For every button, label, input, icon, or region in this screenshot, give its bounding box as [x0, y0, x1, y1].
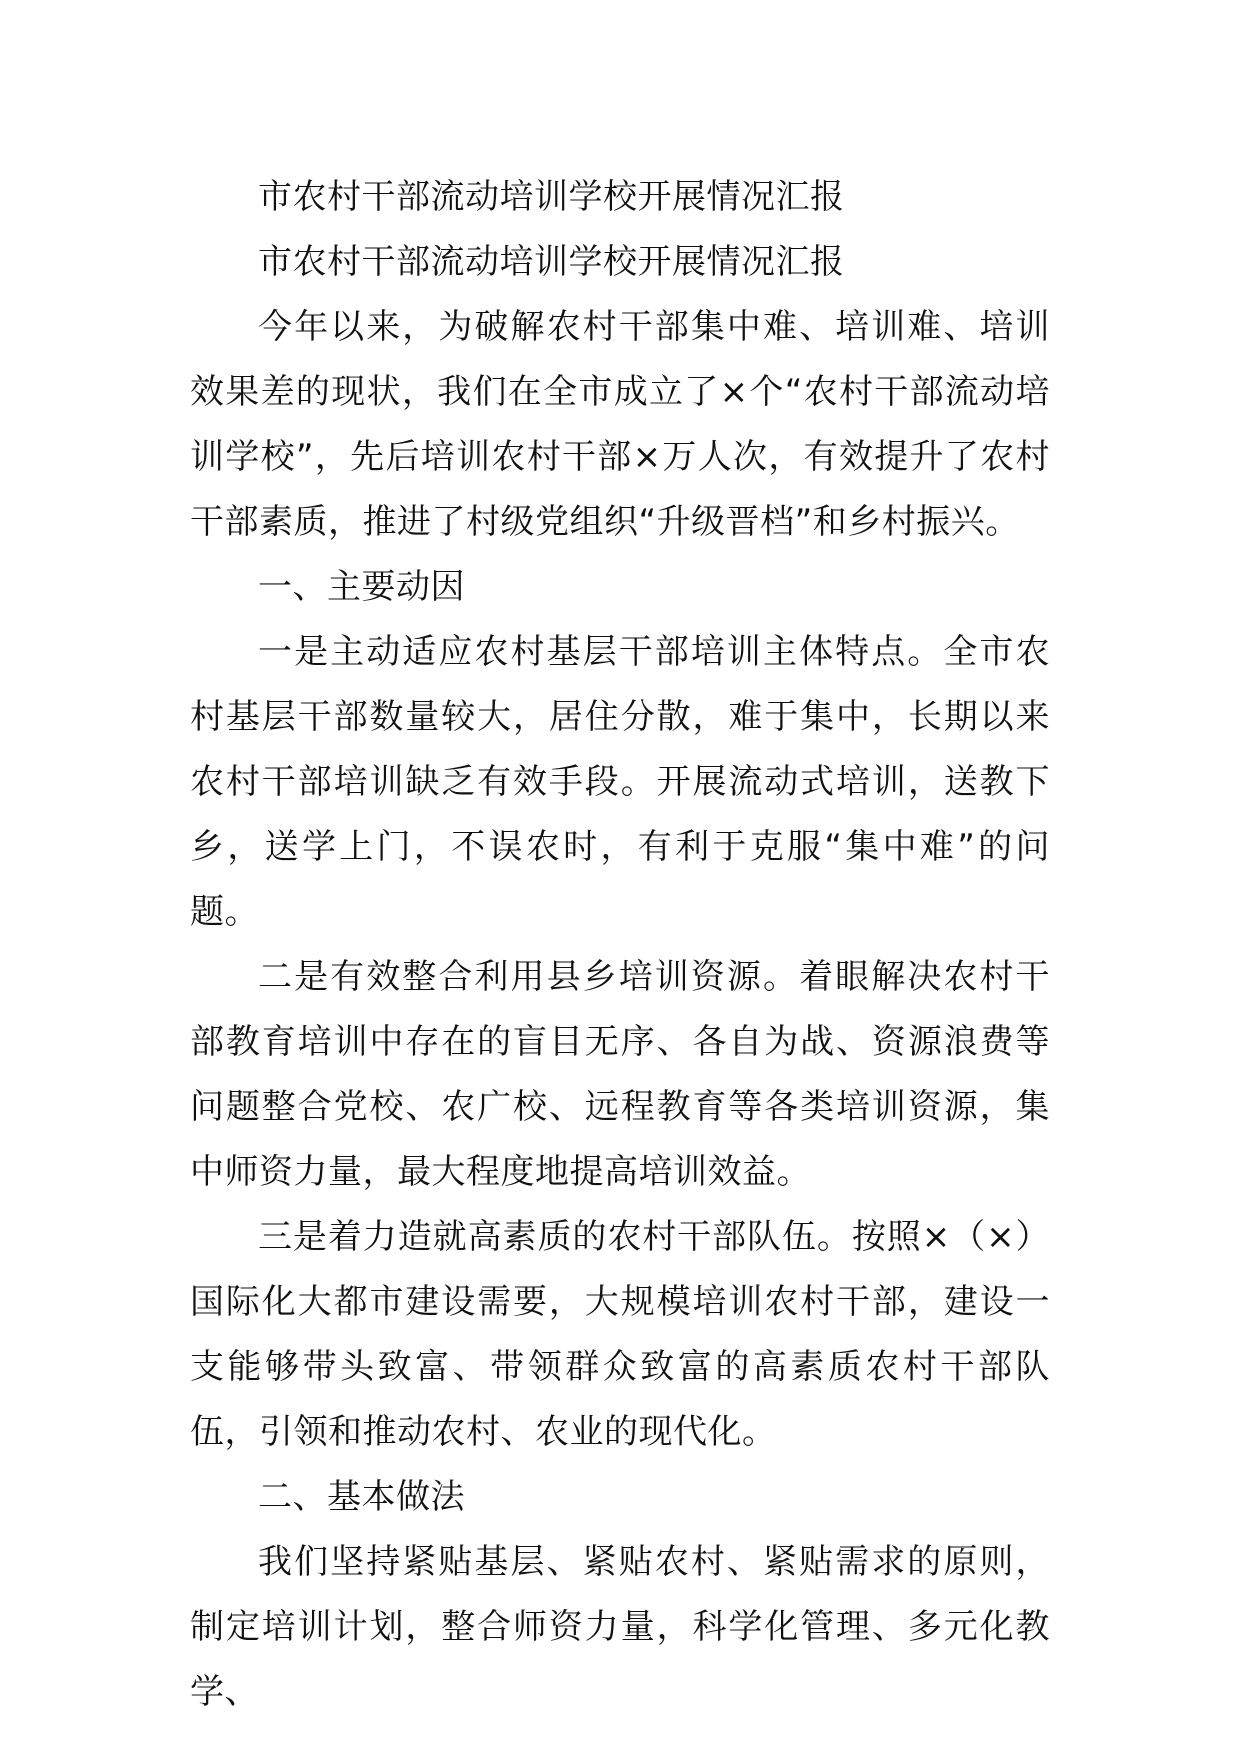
methods-paragraph-1: 我们坚持紧贴基层、紧贴农村、紧贴需求的原则，制定培训计划，整合师资力量，科学化管理、多元化教学、 — [190, 1542, 1050, 1712]
document-body — [190, 165, 1050, 1725]
section-heading-methods: 二、基本做法 — [258, 1477, 465, 1517]
section-heading-motivation: 一、主要动因 — [258, 567, 465, 607]
motivation-paragraph-2: 二是有效整合利用县乡培训资源。着眼解决农村干部教育培训中存在的盲目无序、各自为战、资源浪费等问题整合党校、农广校、远程教育等各类培训资源，集中师资力量，最大程度地提高培训效益。 — [190, 957, 1050, 1192]
document-title-repeat: 市农村干部流动培训学校开展情况汇报 — [258, 242, 845, 282]
motivation-paragraph-1: 一是主动适应农村基层干部培训主体特点。全市农村基层干部数量较大，居住分散，难于集中，长期以来农村干部培训缺乏有效手段。开展流动式培训，送教下乡，送学上门，不误农时，有利于克服“集中难”的问题。 — [190, 632, 1050, 932]
intro-paragraph: 今年以来，为破解农村干部集中难、培训难、培训效果差的现状，我们在全市成立了×个“农村干部流动培训学校”，先后培训农村干部×万人次，有效提升了农村干部素质，推进了村级党组织“升级晋档”和乡村振兴。 — [190, 307, 1050, 542]
motivation-paragraph-3: 三是着力造就高素质的农村干部队伍。按照×（×）国际化大都市建设需要，大规模培训农村干部，建设一支能够带头致富、带领群众致富的高素质农村干部队伍，引领和推动农村、农业的现代化。 — [190, 1217, 1050, 1452]
document-title: 市农村干部流动培训学校开展情况汇报 — [258, 177, 845, 217]
